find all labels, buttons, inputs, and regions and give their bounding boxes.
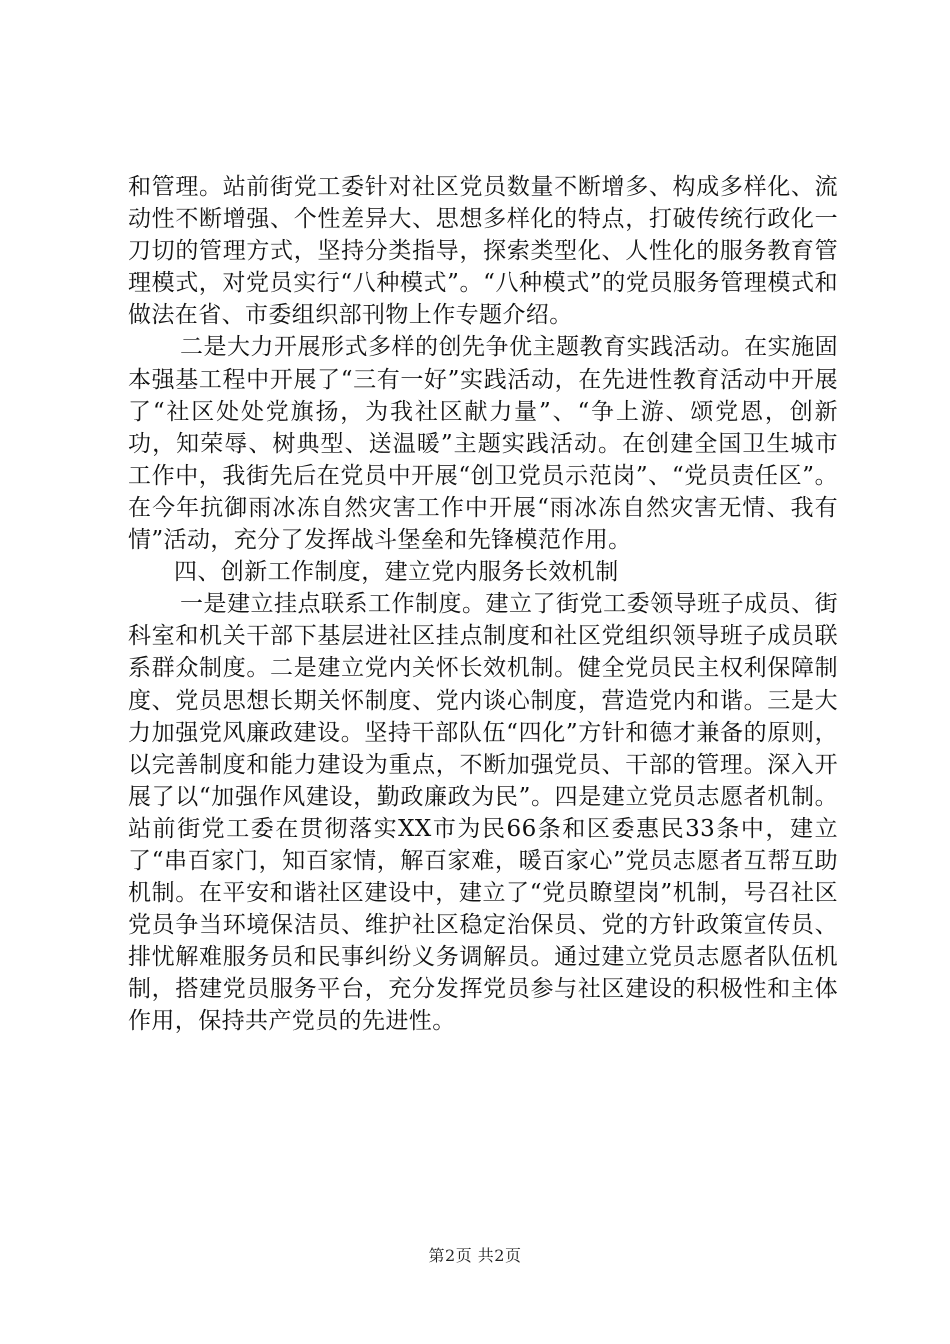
section-heading: 四、创新工作制度，建立党内服务长效机制 (174, 559, 619, 586)
paragraph-continuation: 和管理。站前街党工委针对社区党员数量不断增多、构成多样化、流动性不断增强、个性差异大、思想多样化的特点，打破传统行政化一刀切的管理方式，坚持分类指导，探索类型化、人性化的服务教育管理模式，对党员实行“八种模式”。“八种模式”的党员服务管理模式和做法在省、市委组织部刊物上作专题介绍。 (128, 174, 838, 329)
page-number-footer: 第2页 共2页 (428, 1246, 522, 1265)
paragraph-activities: 二是大力开展形式多样的创先争优主题教育实践活动。在实施固本强基工程中开展了“三有一好”实践活动，在先进性教育活动中开展了“社区处处党旗扬，为我社区献力量”、“争上游、颂党恩，创新功，知荣辱、树典型、送温暖”主题实践活动。在创建全国卫生城市工作中，我街先后在党员中开展“创卫党员示范岗”、“党员责任区”。在今年抗御雨冰冻自然灾害工作中开展“雨冰冻自然灾害无情、我有情”活动，充分了发挥战斗堡垒和先锋模范作用。 (128, 334, 838, 554)
paragraph-mechanisms: 一是建立挂点联系工作制度。建立了街党工委领导班子成员、街科室和机关干部下基层进社区挂点制度和社区党组织领导班子成员联系群众制度。二是建立党内关怀长效机制。健全党员民主权利保障制度、党员思想长期关怀制度、党内谈心制度，营造党内和谐。三是大力加强党风廉政建设。坚持干部队伍“四化”方针和德才兼备的原则，以完善制度和能力建设为重点，不断加强党员、干部的管理。深入开展了以“加强作风建设，勤政廉政为民”。四是建立党员志愿者机制。站前街党工委在贯彻落实XX市为民66条和区委惠民33条中，建立了“串百家门，知百家情，解百家难，暖百家心”党员志愿者互帮互助机制。在平安和谐社区建设中，建立了“党员瞭望岗”机制，号召社区党员争当环境保洁员、维护社区稳定治保员、党的方针政策宣传员、排忧解难服务员和民事纠纷义务调解员。通过建立党员志愿者队伍机制，搭建党员服务平台，充分发挥党员参与社区建设的积极性和主体作用，保持共产党员的先进性。 (128, 591, 838, 1035)
document-body (128, 171, 838, 1038)
